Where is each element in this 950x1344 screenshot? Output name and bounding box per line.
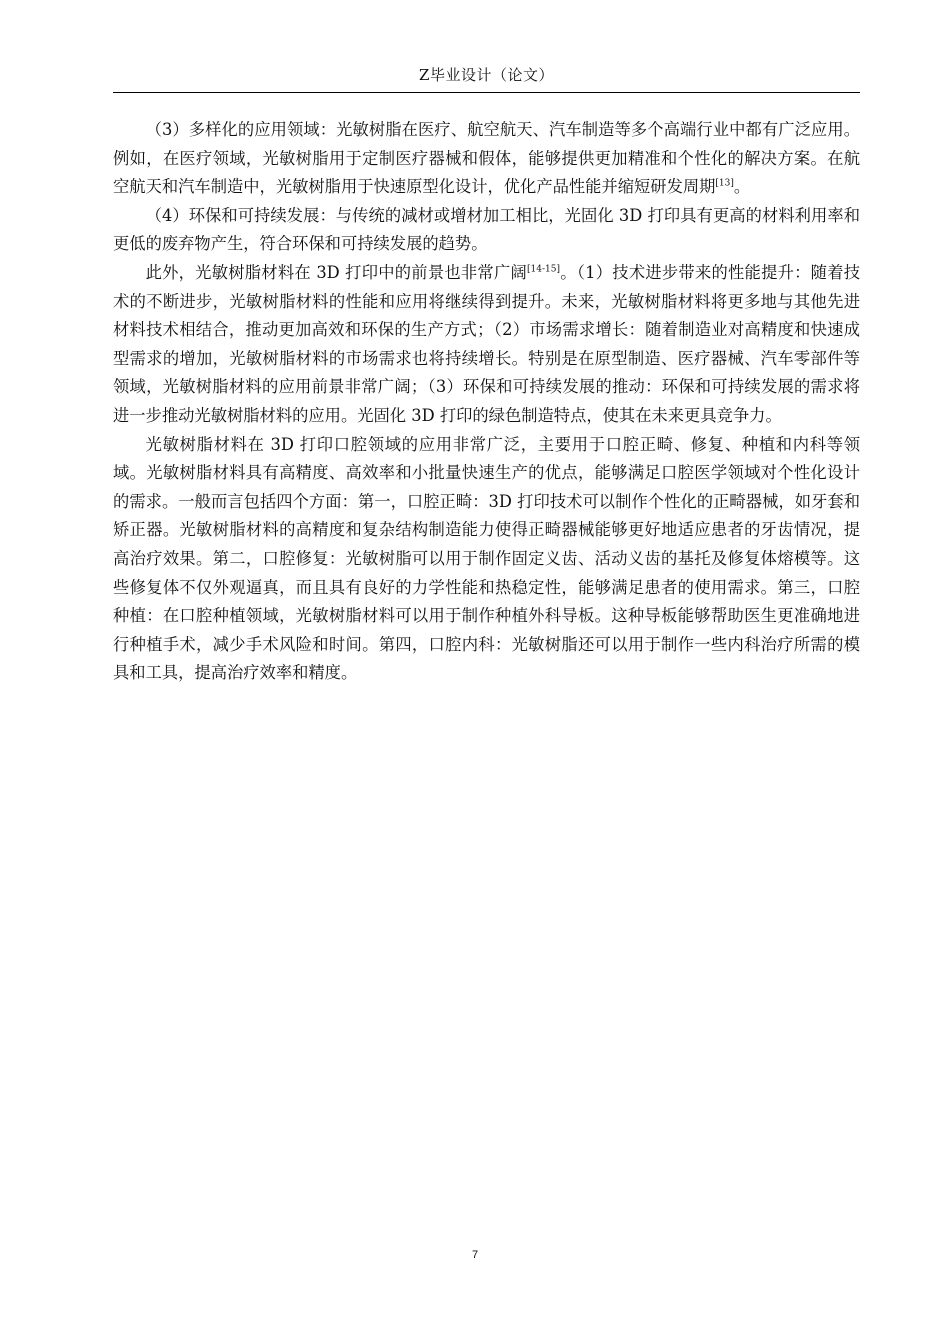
citation-ref: [14-15]: [527, 264, 560, 275]
body-text: [113, 116, 860, 688]
paragraph-text: 光敏树脂材料在 3D 打印口腔领域的应用非常广泛，主要用于口腔正畸、修复、种植和内科等领域。光敏树脂材料具有高精度、高效率和小批量快速生产的优点，能够满足口腔医学领域对个性化设计的需求。一般而言包括四个方面：第一，口腔正畸：3D 打印技术可以制作个性化的正畸器械，如牙套和矫正器。光敏树脂材料的高精度和复杂结构制造能力使得正畸器械能够更好地适应患者的牙齿情况，提高治疗效果。第二，口腔修复：光敏树脂可以用于制作固定义齿、活动义齿的基托及修复体熔模等。这些修复体不仅外观逼真，而且具有良好的力学性能和热稳定性，能够满足患者的使用需求。第三，口腔种植：在口腔种植领域，光敏树脂材料可以用于制作种植外科导板。这种导板能够帮助医生更准确地进行种植手术，减少手术风险和时间。第四，口腔内科：光敏树脂还可以用于制作一些内科治疗所需的模具和工具，提高治疗效率和精度。: [113, 434, 860, 683]
paragraph-text: （3）多样化的应用领域：光敏树脂在医疗、航空航天、汽车制造等多个高端行业中都有广泛应用。例如，在医疗领域，光敏树脂用于定制医疗器械和假体，能够提供更加精准和个性化的解决方案。在航空航天和汽车制造中，光敏树脂用于快速原型化设计，优化产品性能并缩短研发周期: [113, 120, 860, 197]
paragraph-tail: 。: [733, 177, 751, 197]
paragraph-tail: 。（1）技术进步带来的性能提升：随着技术的不断进步，光敏树脂材料的性能和应用将继续得到提升。未来，光敏树脂材料将更多地与其他先进材料技术相结合，推动更加高效和环保的生产方式；（2）市场需求增长：随着制造业对高精度和快速成型需求的增加，光敏树脂材料的市场需求也将持续增长。特别是在原型制造、医疗器械、汽车零部件等领域，光敏树脂材料的应用前景非常广阔；（3）环保和可持续发展的推动：环保和可持续发展的需求将进一步推动光敏树脂材料的应用。光固化 3D 打印的绿色制造特点，使其在未来更具竞争力。: [113, 262, 861, 425]
paragraph: [113, 202, 860, 259]
running-header: Z毕业设计（论文）: [419, 66, 554, 84]
paragraph: [113, 431, 860, 688]
paragraph-text: 此外，光敏树脂材料在 3D 打印中的前景也非常广阔: [145, 262, 528, 282]
citation-ref: [13]: [715, 178, 734, 189]
paragraph: [113, 259, 860, 431]
paragraph-text: （4）环保和可持续发展：与传统的减材或增材加工相比，光固化 3D 打印具有更高的材料利用率和更低的废弃物产生，符合环保和可持续发展的趋势。: [113, 205, 860, 254]
page-number: 7: [471, 1249, 479, 1261]
paragraph: [113, 116, 860, 202]
header-divider: [113, 92, 860, 93]
